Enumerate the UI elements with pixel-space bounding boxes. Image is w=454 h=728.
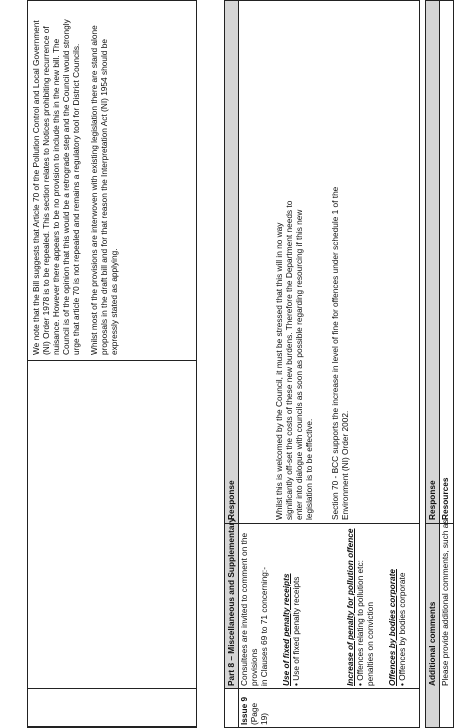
additional-header-title: Additional comments bbox=[427, 601, 437, 686]
additional-header-response: Response bbox=[427, 480, 437, 520]
subsection-bullet-fixed-penalty: • Use of fixed penalty receipts bbox=[290, 576, 301, 686]
subsection-bullet-bodies-corporate: • Offences by bodies corporate bbox=[396, 572, 407, 686]
top-response-paragraph-1: We note that the Bill suggests that Article 70 of the Pollution Control and Local Government (NI) Order 1978 is to be repealed. This section relates to Notices prohibiting recurrence of nuisance. However there appears to be no provision to include this in the new bill. The Council is of the opinion that this would be a retrograde step and the Council would strongly urge that article 70 is not repealed and remains a regulatory tool for District Councils. bbox=[31, 19, 81, 355]
top-response-paragraph-2: Whilst most of the provisions are interwoven with existing legislation there are stand alone proposals in the draft bill and for that reason the Interpretation Act (NI) 1954 should be expressly stated as applying. bbox=[88, 25, 119, 355]
intro-line-2: in Clauses 69 to 71 concerning:- bbox=[258, 567, 269, 686]
part8-header-title: Part 8 – Miscellaneous and Supplementary bbox=[226, 517, 236, 686]
intro-line-1: Consultees are invited to comment on the provisions bbox=[239, 532, 259, 686]
additional-row-response: Resources bbox=[440, 477, 450, 520]
subsection-title-penalty-increase: Increase of penalty for pollution offence bbox=[344, 528, 355, 686]
issue-page: (Page 19) bbox=[248, 702, 269, 725]
part8-response-cell bbox=[275, 180, 359, 520]
part8-header-response: Response bbox=[226, 480, 236, 520]
additional-comments-table bbox=[425, 0, 454, 728]
issue-id-cell bbox=[240, 691, 270, 725]
top-table-divider-3 bbox=[28, 360, 196, 361]
part8-divider-left bbox=[225, 688, 419, 689]
top-table-divider-2 bbox=[28, 688, 196, 689]
top-table-response-cell bbox=[32, 13, 128, 355]
issue-label: Issue 9 bbox=[239, 696, 249, 725]
part8-consultation-cell bbox=[240, 526, 408, 686]
part8-table bbox=[224, 0, 420, 728]
top-table bbox=[27, 0, 197, 728]
subsection-title-fixed-penalty: Use of fixed penalty receipts bbox=[280, 573, 291, 686]
additional-row-text: Please provide additional comments, such as bbox=[440, 519, 450, 686]
part8-response-paragraph-1: Whilst this is welcomed by the Council, it must be stressed that this will in no way significantly off-set the costs of these new burdens. Therefore the Department needs to enter into dialogue with councils as soon as possible regarding resourcing if this new legislation is to be effective. bbox=[274, 200, 314, 520]
top-table-divider-1 bbox=[28, 726, 196, 727]
subsection-bullet-penalty-increase: • Offences relating to pollution etc: penalties on conviction bbox=[354, 560, 375, 686]
part8-divider-mid bbox=[225, 523, 419, 524]
subsection-title-bodies-corporate: Offences by bodies corporate bbox=[386, 569, 397, 686]
part8-response-paragraph-2: Section 70 - BCC supports the increase in level of fine for offences under schedule 1 of the Environment (NI) Order 2002. bbox=[329, 186, 350, 520]
